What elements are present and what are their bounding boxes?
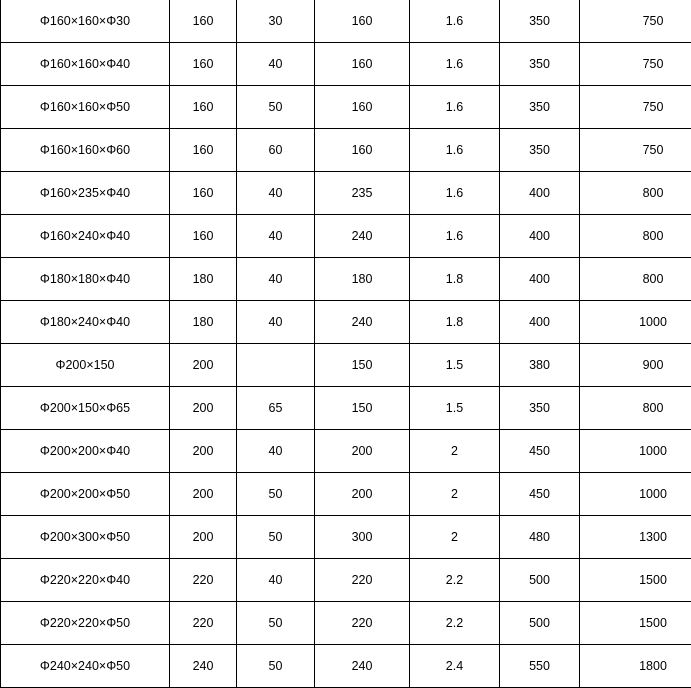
cell-power: 1800 (580, 645, 691, 688)
cell-speed: 400 (500, 215, 580, 258)
cell-power: 800 (580, 172, 691, 215)
cell-model: Φ160×160×Φ40 (1, 43, 170, 86)
cell-speed: 350 (500, 43, 580, 86)
cell-length: 150 (315, 387, 410, 430)
table-row (1, 344, 691, 387)
table-row (1, 86, 691, 129)
cell-length: 150 (315, 344, 410, 387)
cell-power: 750 (580, 0, 691, 43)
cell-bore: 40 (237, 559, 315, 602)
cell-model: Φ180×180×Φ40 (1, 258, 170, 301)
cell-weight: 2.4 (410, 645, 500, 688)
cell-speed: 400 (500, 172, 580, 215)
cell-speed: 550 (500, 645, 580, 688)
table-row (1, 559, 691, 602)
cell-model: Φ200×200×Φ50 (1, 473, 170, 516)
cell-speed: 500 (500, 602, 580, 645)
cell-speed: 350 (500, 129, 580, 172)
cell-weight: 1.6 (410, 86, 500, 129)
cell-model: Φ180×240×Φ40 (1, 301, 170, 344)
cell-model: Φ160×160×Φ60 (1, 129, 170, 172)
table-row (1, 645, 691, 688)
cell-speed: 350 (500, 0, 580, 43)
cell-speed: 400 (500, 301, 580, 344)
cell-diameter: 160 (170, 172, 237, 215)
cell-length: 220 (315, 602, 410, 645)
cell-diameter: 160 (170, 43, 237, 86)
cell-weight: 2.2 (410, 602, 500, 645)
table-row (1, 473, 691, 516)
cell-model: Φ160×235×Φ40 (1, 172, 170, 215)
cell-speed: 350 (500, 387, 580, 430)
cell-power: 1500 (580, 559, 691, 602)
cell-length: 240 (315, 215, 410, 258)
cell-weight: 1.8 (410, 258, 500, 301)
cell-power: 1000 (580, 473, 691, 516)
cell-weight: 1.6 (410, 172, 500, 215)
cell-power: 800 (580, 215, 691, 258)
cell-model: Φ160×240×Φ40 (1, 215, 170, 258)
cell-bore: 40 (237, 172, 315, 215)
cell-diameter: 200 (170, 430, 237, 473)
table-row (1, 129, 691, 172)
cell-speed: 380 (500, 344, 580, 387)
cell-power: 750 (580, 86, 691, 129)
cell-bore: 50 (237, 473, 315, 516)
cell-bore: 50 (237, 516, 315, 559)
cell-diameter: 220 (170, 602, 237, 645)
table-row (1, 602, 691, 645)
cell-speed: 480 (500, 516, 580, 559)
cell-model: Φ160×160×Φ30 (1, 0, 170, 43)
cell-bore: 40 (237, 258, 315, 301)
table-row (1, 430, 691, 473)
cell-length: 180 (315, 258, 410, 301)
cell-speed: 400 (500, 258, 580, 301)
cell-bore: 65 (237, 387, 315, 430)
cell-model: Φ240×240×Φ50 (1, 645, 170, 688)
cell-length: 160 (315, 0, 410, 43)
cell-diameter: 200 (170, 387, 237, 430)
cell-diameter: 200 (170, 344, 237, 387)
cell-model: Φ220×220×Φ40 (1, 559, 170, 602)
cell-diameter: 180 (170, 258, 237, 301)
cell-diameter: 160 (170, 215, 237, 258)
cell-speed: 350 (500, 86, 580, 129)
cell-speed: 450 (500, 473, 580, 516)
cell-diameter: 180 (170, 301, 237, 344)
cell-length: 220 (315, 559, 410, 602)
cell-weight: 1.6 (410, 129, 500, 172)
cell-length: 200 (315, 473, 410, 516)
cell-speed: 500 (500, 559, 580, 602)
cell-weight: 1.5 (410, 344, 500, 387)
cell-model: Φ200×150 (1, 344, 170, 387)
cell-weight: 1.8 (410, 301, 500, 344)
cell-length: 160 (315, 129, 410, 172)
cell-weight: 2 (410, 516, 500, 559)
cell-power: 800 (580, 258, 691, 301)
table-row (1, 387, 691, 430)
cell-power: 1000 (580, 430, 691, 473)
cell-bore: 40 (237, 430, 315, 473)
cell-bore: 40 (237, 301, 315, 344)
cell-diameter: 160 (170, 86, 237, 129)
table-row (1, 0, 691, 43)
cell-model: Φ200×200×Φ40 (1, 430, 170, 473)
cell-bore: 60 (237, 129, 315, 172)
cell-power: 750 (580, 129, 691, 172)
cell-diameter: 160 (170, 0, 237, 43)
cell-length: 160 (315, 43, 410, 86)
cell-bore: 40 (237, 215, 315, 258)
cell-power: 1000 (580, 301, 691, 344)
cell-diameter: 220 (170, 559, 237, 602)
table-row (1, 258, 691, 301)
cell-power: 1500 (580, 602, 691, 645)
cell-diameter: 240 (170, 645, 237, 688)
cell-weight: 2.2 (410, 559, 500, 602)
cell-model: Φ200×150×Φ65 (1, 387, 170, 430)
cell-weight: 2 (410, 473, 500, 516)
cell-length: 240 (315, 301, 410, 344)
cell-bore (237, 344, 315, 387)
cell-length: 235 (315, 172, 410, 215)
cell-length: 300 (315, 516, 410, 559)
cell-speed: 450 (500, 430, 580, 473)
cell-power: 750 (580, 43, 691, 86)
cell-model: Φ200×300×Φ50 (1, 516, 170, 559)
cell-model: Φ220×220×Φ50 (1, 602, 170, 645)
cell-weight: 1.6 (410, 43, 500, 86)
table-row (1, 172, 691, 215)
cell-weight: 2 (410, 430, 500, 473)
cell-diameter: 200 (170, 473, 237, 516)
cell-weight: 1.5 (410, 387, 500, 430)
table-body (1, 0, 691, 688)
cell-bore: 40 (237, 43, 315, 86)
table-row (1, 43, 691, 86)
cell-length: 160 (315, 86, 410, 129)
cell-model: Φ160×160×Φ50 (1, 86, 170, 129)
cell-bore: 30 (237, 0, 315, 43)
cell-bore: 50 (237, 602, 315, 645)
table-row (1, 215, 691, 258)
cell-power: 1300 (580, 516, 691, 559)
cell-diameter: 160 (170, 129, 237, 172)
cell-weight: 1.6 (410, 0, 500, 43)
cell-diameter: 200 (170, 516, 237, 559)
cell-weight: 1.6 (410, 215, 500, 258)
cell-bore: 50 (237, 645, 315, 688)
cell-power: 900 (580, 344, 691, 387)
table-row (1, 516, 691, 559)
cell-bore: 50 (237, 86, 315, 129)
cell-length: 240 (315, 645, 410, 688)
cell-length: 200 (315, 430, 410, 473)
cell-power: 800 (580, 387, 691, 430)
table-row (1, 301, 691, 344)
